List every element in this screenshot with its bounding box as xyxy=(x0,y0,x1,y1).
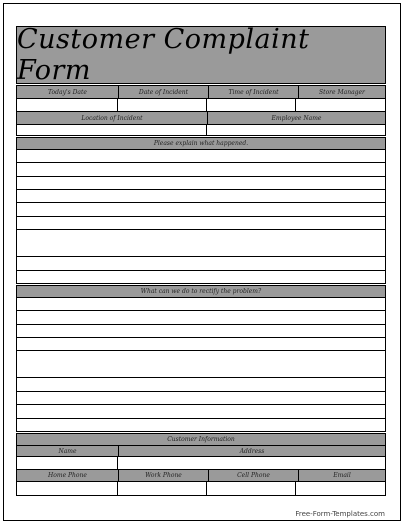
what-happened-lines[interactable] xyxy=(17,150,385,284)
name-field[interactable] xyxy=(17,457,118,469)
todays-date-label: Today's Date xyxy=(17,86,119,98)
employee-name-label: Employee Name xyxy=(271,114,322,122)
email-field[interactable] xyxy=(296,482,385,495)
incident-header-row xyxy=(17,86,385,98)
time-of-incident-field[interactable] xyxy=(207,99,296,111)
incident-info-table xyxy=(16,85,386,136)
date-of-incident-label: Date of Incident xyxy=(119,86,209,98)
work-phone-label: Work Phone xyxy=(119,470,209,481)
rectify-label: What can we do to rectify the problem? xyxy=(17,286,385,297)
home-phone-label: Home Phone xyxy=(17,470,119,481)
address-field[interactable] xyxy=(118,457,385,469)
address-label: Address xyxy=(239,447,265,455)
location-label: Location of Incident xyxy=(17,112,208,124)
customer-phone-header xyxy=(17,470,385,481)
what-happened-section xyxy=(16,137,386,284)
name-label: Name xyxy=(17,446,119,456)
cell-phone-label: Cell Phone xyxy=(209,470,299,481)
customer-info-label: Customer Information xyxy=(17,434,385,445)
rectify-lines[interactable] xyxy=(17,298,385,432)
email-label: Email xyxy=(333,472,351,479)
what-happened-label: Please explain what happened. xyxy=(17,138,385,149)
rectify-section xyxy=(16,285,386,432)
date-of-incident-field[interactable] xyxy=(118,99,207,111)
employee-name-field[interactable] xyxy=(207,125,385,136)
form-title: Customer Complaint Form xyxy=(16,26,386,84)
location-header-row xyxy=(17,112,385,124)
cell-phone-field[interactable] xyxy=(207,482,296,495)
location-field[interactable] xyxy=(17,125,207,136)
home-phone-field[interactable] xyxy=(17,482,118,495)
time-of-incident-label: Time of Incident xyxy=(209,86,299,98)
customer-info-section xyxy=(16,433,386,496)
footer-credit: Free-Form-Templates.com xyxy=(295,510,385,518)
complaint-form-page xyxy=(3,3,401,521)
store-manager-label: Store Manager xyxy=(319,88,365,96)
todays-date-field[interactable] xyxy=(17,99,118,111)
customer-name-address-header xyxy=(17,446,385,456)
store-manager-field[interactable] xyxy=(296,99,385,111)
work-phone-field[interactable] xyxy=(118,482,207,495)
